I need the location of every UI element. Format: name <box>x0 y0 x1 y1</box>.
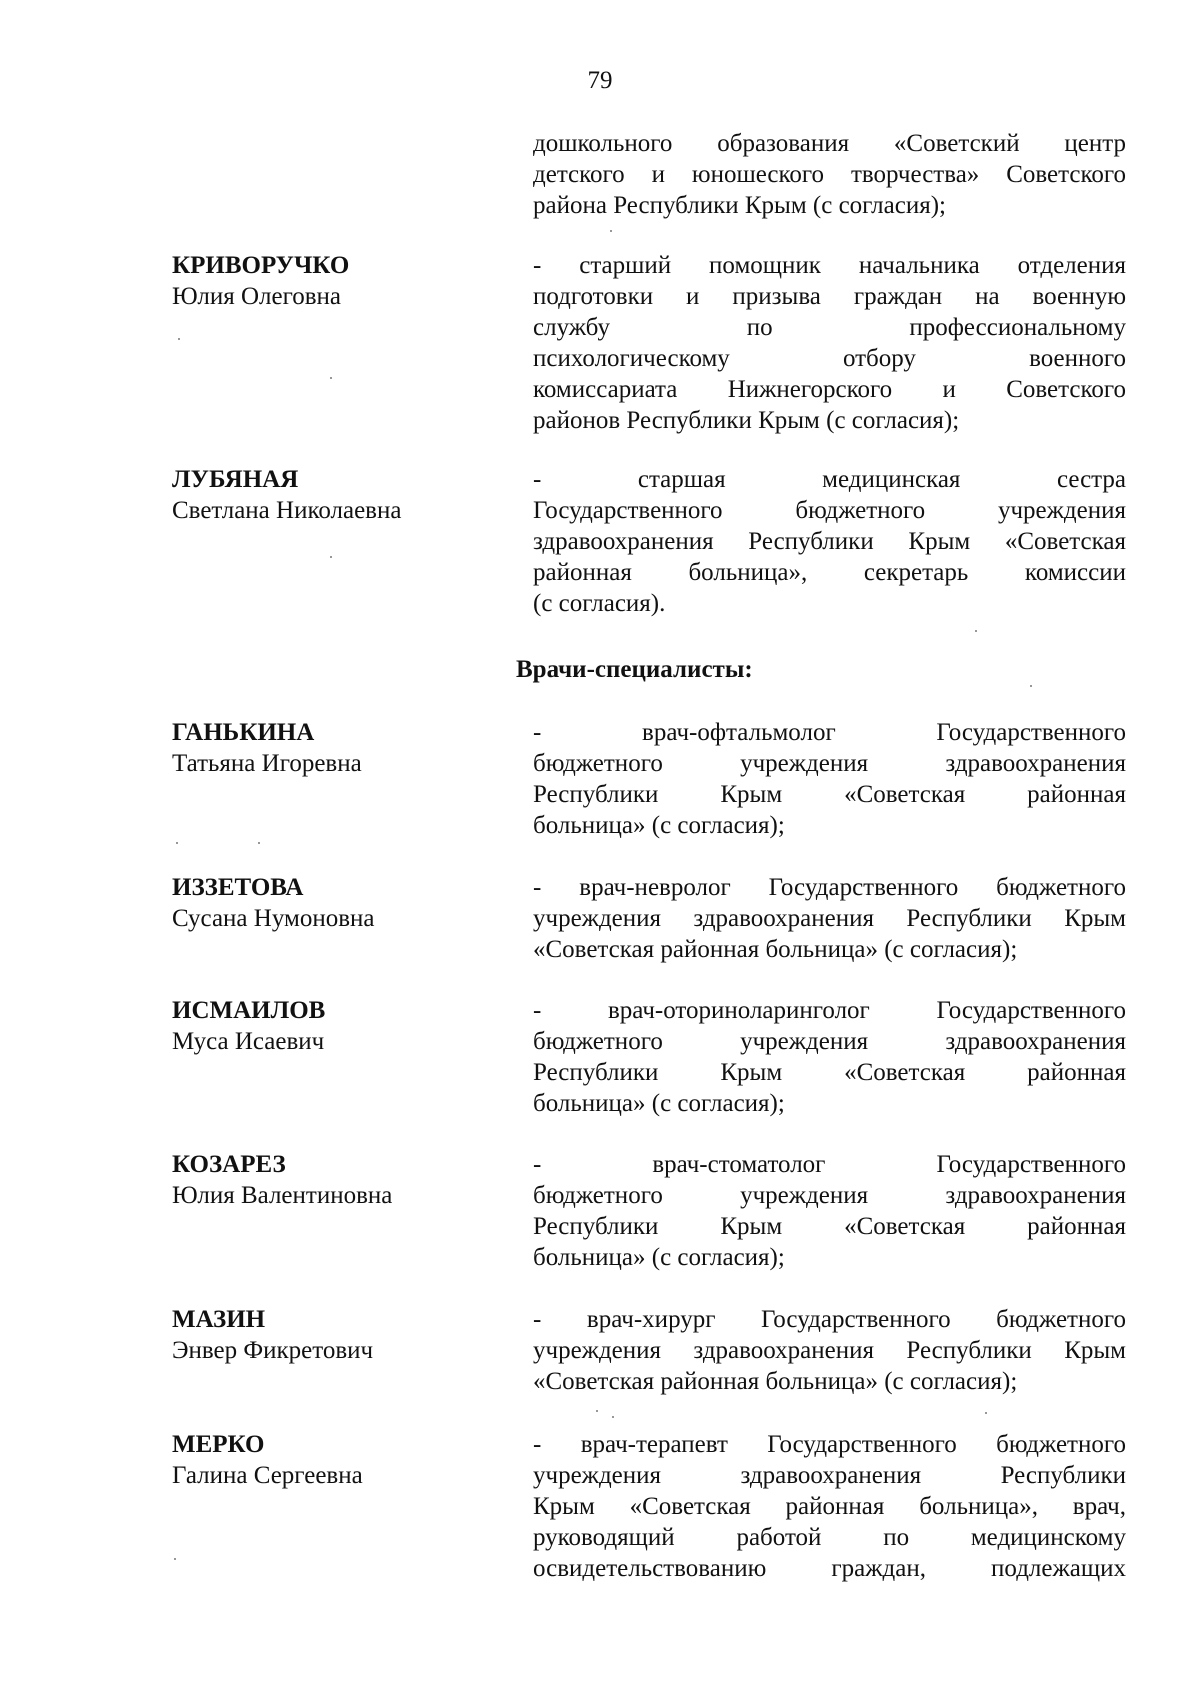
doctor-given-name: Муса Исаевич <box>172 1028 325 1055</box>
section-heading: Врачи-специалисты: <box>516 656 753 683</box>
member-given-name: Светлана Николаевна <box>172 497 402 524</box>
scan-speck <box>596 1410 598 1412</box>
doctor-description <box>533 1304 1126 1397</box>
description-line: больница» (с согласия); <box>533 1244 785 1271</box>
description-line: службу по профессиональному <box>533 314 1126 341</box>
scan-speck <box>612 1416 614 1418</box>
description-line: больница» (с согласия); <box>533 812 785 839</box>
scan-speck <box>330 377 332 379</box>
description-line: - врач-офтальмолог Государственного <box>533 719 1126 746</box>
doctor-surname: ГАНЬКИНА <box>172 719 315 746</box>
doctor-given-name: Энвер Фикретович <box>172 1337 374 1364</box>
doctor-surname: ИСМАИЛОВ <box>172 997 326 1024</box>
scan-speck <box>174 1558 176 1560</box>
description-line: подготовки и призыва граждан на военную <box>533 283 1126 310</box>
description-line: детского и юношеского творчества» Советского <box>533 161 1126 188</box>
description-line: освидетельствованию граждан, подлежащих <box>533 1555 1126 1582</box>
description-line: Республики Крым «Советская районная <box>533 781 1126 808</box>
description-line: здравоохранения Республики Крым «Советская <box>533 528 1126 555</box>
scan-speck <box>1030 685 1032 687</box>
description-line: учреждения здравоохранения Республики Крым <box>533 905 1126 932</box>
doctor-description <box>533 872 1126 965</box>
description-line: бюджетного учреждения здравоохранения <box>533 750 1126 777</box>
doctor-given-name: Галина Сергеевна <box>172 1462 363 1489</box>
scan-speck <box>330 556 332 558</box>
description-line: - врач-терапевт Государственного бюджетного <box>533 1431 1126 1458</box>
description-line: учреждения здравоохранения Республики <box>533 1462 1126 1489</box>
description-line: (с согласия). <box>533 590 666 617</box>
description-line: «Советская районная больница» (с согласия); <box>533 936 1018 963</box>
description-line: учреждения здравоохранения Республики Крым <box>533 1337 1126 1364</box>
description-line: - врач-невролог Государственного бюджетного <box>533 874 1126 901</box>
doctor-description <box>533 717 1126 841</box>
description-line: больница» (с согласия); <box>533 1090 785 1117</box>
scan-speck <box>610 230 612 232</box>
description-line: - врач-оториноларинголог Государственного <box>533 997 1126 1024</box>
description-line: - врач-хирург Государственного бюджетного <box>533 1306 1126 1333</box>
member-given-name: Юлия Олеговна <box>172 283 342 310</box>
doctor-surname: ИЗЗЕТОВА <box>172 874 304 901</box>
description-line: Республики Крым «Советская районная <box>533 1059 1126 1086</box>
description-line: - старший помощник начальника отделения <box>533 252 1126 279</box>
intro-description <box>533 128 1126 221</box>
description-line: Крым «Советская районная больница», врач, <box>533 1493 1126 1520</box>
scan-speck <box>176 842 178 844</box>
description-line: районная больница», секретарь комиссии <box>533 559 1126 586</box>
doctor-given-name: Сусана Нумоновна <box>172 905 375 932</box>
doctor-surname: КОЗАРЕЗ <box>172 1151 286 1178</box>
scan-speck <box>258 842 260 844</box>
doctor-description <box>533 995 1126 1119</box>
description-line: Республики Крым «Советская районная <box>533 1213 1126 1240</box>
doctor-given-name: Юлия Валентиновна <box>172 1182 393 1209</box>
description-line: комиссариата Нижнегорского и Советского <box>533 376 1126 403</box>
description-line: районов Республики Крым (с согласия); <box>533 407 960 434</box>
member-description <box>533 464 1126 619</box>
page-number: 79 <box>587 67 613 94</box>
member-description <box>533 250 1126 436</box>
doctor-surname: МАЗИН <box>172 1306 266 1333</box>
description-line: дошкольного образования «Советский центр <box>533 130 1126 157</box>
description-line: бюджетного учреждения здравоохранения <box>533 1182 1126 1209</box>
description-line: района Республики Крым (с согласия); <box>533 192 946 219</box>
doctor-description <box>533 1149 1126 1273</box>
description-line: бюджетного учреждения здравоохранения <box>533 1028 1126 1055</box>
member-surname: ЛУБЯНАЯ <box>172 466 299 493</box>
doctor-given-name: Татьяна Игоревна <box>172 750 362 777</box>
description-line: Государственного бюджетного учреждения <box>533 497 1126 524</box>
scan-speck <box>985 1412 987 1414</box>
description-line: - старшая медицинская сестра <box>533 466 1126 493</box>
description-line: - врач-стоматолог Государственного <box>533 1151 1126 1178</box>
scan-speck <box>178 338 180 340</box>
description-line: «Советская районная больница» (с согласия); <box>533 1368 1018 1395</box>
description-line: психологическому отбору военного <box>533 345 1126 372</box>
description-line: руководящий работой по медицинскому <box>533 1524 1126 1551</box>
doctor-surname: МЕРКО <box>172 1431 265 1458</box>
member-surname: КРИВОРУЧКО <box>172 252 350 279</box>
doctor-description <box>533 1429 1126 1584</box>
scan-speck <box>975 630 977 632</box>
